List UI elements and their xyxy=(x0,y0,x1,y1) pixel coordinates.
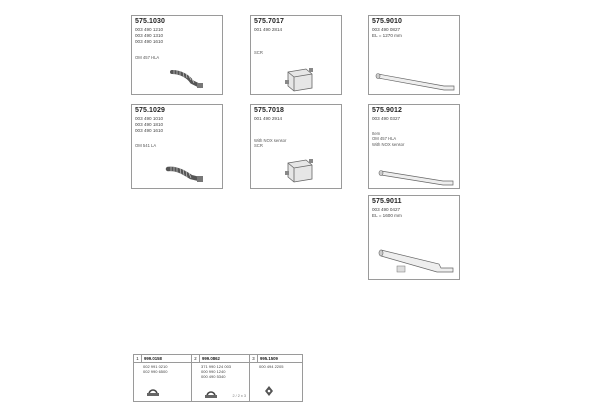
part-number: 575.9012 xyxy=(372,107,402,114)
fitment-note: OM 541 LA xyxy=(135,143,157,148)
part-card-7[interactable] xyxy=(368,195,460,280)
flexible-hose-icon xyxy=(165,163,205,185)
kit-header: 2 999.0862 xyxy=(192,355,249,363)
oe-reference-list: 003 490 0427 EL = 1600 mm xyxy=(372,207,402,219)
oe-reference-list: 003 490 0327 xyxy=(372,116,401,121)
kit-cell-2[interactable] xyxy=(192,355,250,401)
part-number: 575.1030 xyxy=(135,18,165,25)
oe-reference-list: 001 490 2914 xyxy=(254,116,283,121)
kit-header: 3 995.1509 xyxy=(250,355,302,363)
oe-reference-list: 003 490 1010 003 490 1810 003 490 1610 xyxy=(135,116,164,134)
kit-references: 002 991 0210 002 990 6500 xyxy=(143,364,168,374)
part-card-4[interactable] xyxy=(131,104,223,189)
kit-cell-1[interactable] xyxy=(134,355,192,401)
part-card-2[interactable] xyxy=(250,15,342,95)
part-number: 575.7018 xyxy=(254,107,284,114)
part-card-1[interactable] xyxy=(131,15,223,95)
oe-reference-list: 001 490 2814 xyxy=(254,27,283,32)
fitting-kits-table xyxy=(133,354,303,402)
fitment-note: With NOX sensor SCR xyxy=(254,138,287,149)
fitment-note: Item OM 457 HLA With NOX sensor xyxy=(372,131,405,147)
clamp-icon xyxy=(146,385,160,397)
silencer-box-icon xyxy=(284,157,316,185)
silencer-box-icon xyxy=(284,66,316,94)
clamp-icon xyxy=(204,387,218,399)
nut-icon xyxy=(264,385,274,397)
flexible-hose-icon xyxy=(170,68,206,90)
part-card-3[interactable] xyxy=(368,15,460,95)
part-card-6[interactable] xyxy=(368,104,460,189)
part-number: 575.7017 xyxy=(254,18,284,25)
kit-references: 371 990 124 003 000 990 1240 000 490 5340 xyxy=(201,364,232,379)
kit-cell-3[interactable] xyxy=(250,355,302,401)
part-number: 575.1029 xyxy=(135,107,165,114)
tailpipe-icon xyxy=(374,66,458,92)
fitment-note: OM 457 HLA xyxy=(135,55,160,60)
tailpipe-icon xyxy=(375,244,459,274)
kit-references: 000 494 2205 xyxy=(259,364,284,369)
part-card-5[interactable] xyxy=(250,104,342,189)
oe-reference-list: 003 490 1210 003 490 1310 003 490 1610 xyxy=(135,27,164,45)
tailpipe-icon xyxy=(377,165,457,187)
kit-quantity: 2 / 2 x 3 xyxy=(232,394,246,398)
fitment-note: SCR xyxy=(254,50,263,55)
kit-header: 1 999.0158 xyxy=(134,355,191,363)
part-number: 575.9010 xyxy=(372,18,402,25)
oe-reference-list: 003 490 0827 EL = 1270 mm xyxy=(372,27,402,39)
part-number: 575.9011 xyxy=(372,198,402,205)
